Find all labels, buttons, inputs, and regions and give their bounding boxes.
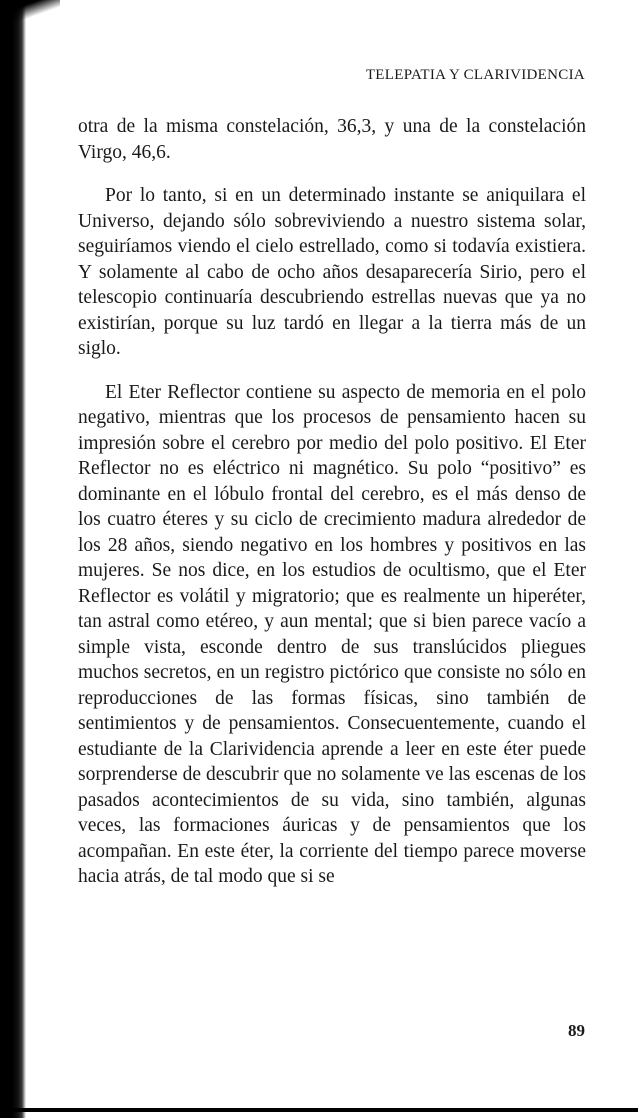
paragraph-continuation: otra de la misma constelación, 36,3, y una de la constelación Virgo, 46,6. <box>78 116 586 163</box>
page-body <box>78 114 586 908</box>
running-head: TELEPATIA Y CLARIVIDENCIA <box>365 67 585 83</box>
paragraph-universe: Por lo tanto, si en un determinado instante se aniquilara el Universo, dejando sólo sobreviviendo a nuestro sistema solar, seguiríamos viendo el cielo estrellado, como si todavía existiera. Y solamente al cabo de ocho años desaparecería Sirio, pero el telescopio continuaría descubriendo estrellas nuevas que ya no existirían, porque su luz tardó en llegar a la tierra más de un siglo. <box>78 185 586 359</box>
scan-corner-shadow <box>0 0 60 26</box>
bottom-scan-edge <box>10 1108 638 1112</box>
scan-binding-edge <box>0 0 26 1118</box>
paragraph-eter-reflector: El Eter Reflector contiene su aspecto de memoria en el polo negativo, mientras que los procesos de pensamiento hacen su impresión sobre el cerebro por medio del polo positivo. El Eter Reflector no es eléctrico ni magnético. Su polo “positivo” es dominante en el lóbulo frontal del cerebro, es el más denso de los cuatro éteres y su ciclo de crecimiento madura alrededor de los 28 años, siendo negativo en los hombres y positivos en las mujeres. Se nos dice, en los estudios de ocultismo, que el Eter Reflector es volátil y migratorio; que es realmente un hiperéter, tan astral como etéreo, y aun mental; que si bien parece vacío a simple vista, esconde dentro de sus translúcidos pliegues muchos secretos, en un registro pictórico que consiste no sólo en reproducciones de las formas físicas, sino también de sentimientos y de pensamientos. Consecuentemente, cuando el estudiante de la Clarividencia aprende a leer en este éter puede sorprenderse de descubrir que no solamente ve las escenas de los pasados acontecimientos de su vida, sino también, algunas veces, las formaciones áuricas y de pensamientos que los acompañan. En este éter, la corriente del tiempo parece moverse hacia atrás, de tal modo que si se <box>78 381 586 887</box>
page-number: 89 <box>568 1021 585 1040</box>
